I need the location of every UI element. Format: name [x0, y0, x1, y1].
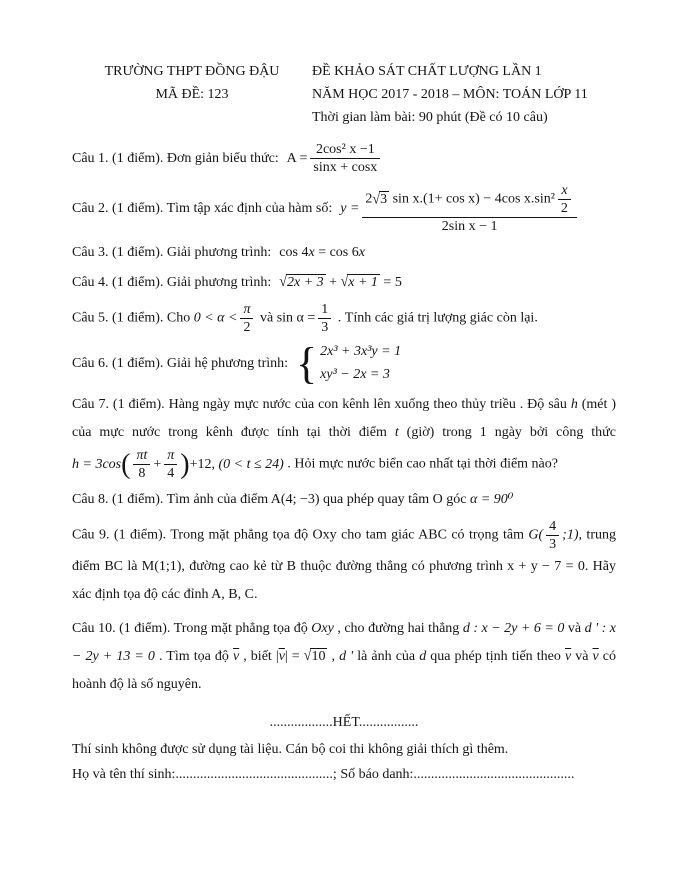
question-2-formula	[340, 183, 580, 234]
fraction-numerator: π	[240, 301, 253, 319]
question-3-label: Câu 3. (1 điểm). Giải phương trình:	[72, 245, 272, 260]
fraction	[240, 301, 253, 336]
text-run: (giờ) trong 1 ngày bởi công thức	[398, 425, 616, 440]
fraction-numerator: 1	[318, 301, 331, 319]
square-root	[304, 643, 328, 671]
school-name: TRƯỜNG THPT ĐỒNG ĐẬU	[104, 64, 280, 79]
equation-list	[320, 342, 401, 385]
variable: x	[358, 245, 365, 260]
question-8-formula: α = 90⁰	[470, 492, 514, 507]
question-4-formula	[279, 275, 402, 290]
radicand: x + 1	[348, 275, 378, 290]
fraction	[133, 447, 150, 482]
question-3	[72, 241, 616, 265]
text-run: +	[153, 456, 162, 472]
text-run: qua phép tịnh tiến theo	[426, 649, 565, 664]
text-run: . Tìm tọa độ	[154, 649, 233, 664]
text-run: , cho đường hai thẳng	[333, 621, 463, 636]
school-block	[72, 60, 312, 129]
fraction	[546, 518, 559, 553]
formula-lhs: y =	[340, 200, 360, 216]
text-run: và sin α =	[256, 310, 316, 326]
question-7	[72, 391, 616, 482]
fraction-numerator: πt	[133, 447, 150, 465]
text-run: , biết	[239, 649, 276, 664]
text-run: sin x.(1+ cos x) − 4cos x.sin²	[389, 191, 555, 207]
question-8	[72, 488, 616, 512]
text-run: Câu 7. (1 điểm). Hàng ngày mực nước của con kênh lên xuống theo thủy triều . Độ sâu	[72, 397, 571, 412]
vector-v: $\overline{v}$	[592, 649, 599, 664]
question-4	[72, 271, 616, 295]
fraction	[164, 447, 177, 482]
square-root	[341, 271, 380, 295]
inequality: 0 < α <	[193, 310, 238, 326]
text-run: cos 4	[279, 245, 309, 260]
fraction-numerator: 4	[546, 518, 559, 536]
variable: h	[570, 397, 578, 412]
text-run: = 5	[379, 275, 402, 290]
fraction-denominator: 3	[549, 537, 557, 552]
fraction-numerator: 2cos² x −1	[310, 141, 380, 159]
question-10	[72, 615, 616, 699]
fraction-numerator: π	[164, 447, 177, 465]
fraction-denominator: 4	[167, 466, 175, 481]
fraction-denominator: 3	[321, 320, 329, 335]
question-4-label: Câu 4. (1 điểm). Giải phương trình:	[72, 275, 272, 290]
formula-lhs: h = 3cos	[72, 456, 122, 472]
text-run: có hoành độ là số nguyên.	[72, 649, 617, 692]
end-mark: ..................HẾT.................	[269, 715, 419, 730]
radicand: 3	[380, 191, 388, 207]
text-run: = cos 6	[314, 245, 359, 260]
question-9	[72, 518, 616, 609]
text-run: và	[571, 649, 593, 664]
fraction-denominator: 8	[138, 466, 146, 481]
exam-note: Thí sinh không được sử dụng tài liệu. Cán bộ coi thi không giải thích gì thêm.	[72, 742, 509, 757]
text-run: và	[564, 621, 585, 636]
text-run: G(	[528, 527, 544, 543]
text-run: ,	[327, 649, 340, 664]
question-5-label: Câu 5. (1 điểm). Cho	[72, 310, 194, 326]
fraction-denominator: 2sin x − 1	[441, 219, 498, 234]
line-equation: d : x − 2y + 6 = 0	[462, 621, 565, 636]
fraction-denominator: 2	[560, 201, 568, 216]
equation-1: { 2x³ + 3x³y = 1	[320, 344, 402, 359]
variable: d	[419, 649, 427, 664]
text-run: trung điểm BC là M(1;1), đường cao kẻ từ B thuộc đường thẳng có phương trình x + y − 7 = 0. Hãy xác định tọa độ các đỉnh A, B, C.	[72, 527, 616, 602]
variable: Oxy	[311, 621, 334, 636]
fraction-numerator	[362, 182, 577, 218]
text-run: là ảnh của	[353, 649, 420, 664]
fraction-denominator: 2	[243, 320, 251, 335]
fraction-numerator: x	[558, 182, 571, 200]
exam-year-subject: NĂM HỌC 2017 - 2018 – MÔN: TOÁN LỚP 11	[312, 87, 588, 102]
question-8-label: Câu 8. (1 điểm). Tìm ảnh của điểm A(4; −3) qua phép quay tâm O góc	[72, 492, 470, 507]
exam-code: MÃ ĐỀ: 123	[155, 87, 229, 102]
vector-v: $\overline{v}$	[232, 649, 240, 664]
variable: t	[394, 425, 399, 440]
text-run: +	[325, 275, 341, 290]
radicand: 2x + 3	[286, 275, 324, 290]
nested-fraction	[558, 182, 571, 217]
equation-system	[296, 342, 401, 385]
abs-bar: | =	[284, 649, 304, 664]
vector-v: $\overline{v}$	[564, 649, 572, 664]
question-2-label: Câu 2. (1 điểm). Tìm tập xác định của hàm số:	[72, 200, 333, 216]
fraction-denominator: sinx + cosx	[313, 160, 378, 175]
text-run: 2	[365, 191, 373, 207]
text-run: Câu 9. (1 điểm). Trong mặt phẳng tọa độ Oxy cho tam giác ABC có trọng tâm	[72, 527, 529, 543]
square-root	[372, 191, 389, 208]
domain-constraint: (0 < t ≤ 24)	[215, 456, 284, 472]
exam-info-block	[312, 60, 588, 129]
question-5	[72, 301, 616, 336]
text-run: (mét ) của mực nước trong kênh được tính tại thời điểm	[72, 397, 616, 440]
square-root	[279, 271, 325, 295]
magnitude-formula	[276, 649, 328, 664]
radicand: 10	[311, 649, 326, 664]
question-6	[72, 342, 616, 385]
question-1-label: Câu 1. (1 điểm). Đơn giản biểu thức:	[72, 150, 279, 166]
text-run: +12,	[189, 456, 215, 472]
text-run: ;1),	[562, 527, 582, 543]
exam-title: ĐỀ KHẢO SÁT CHẤT LƯỢNG LẦN 1	[312, 64, 542, 79]
question-1-formula	[286, 142, 384, 175]
fraction	[318, 301, 331, 336]
document-header	[72, 60, 616, 129]
question-1	[72, 141, 616, 176]
text-run: . Hỏi mực nước biển cao nhất tại thời điểm nào?	[283, 456, 558, 472]
question-2	[72, 182, 616, 235]
fraction	[310, 141, 380, 176]
question-3-formula	[279, 245, 365, 260]
equation-2: xy³ − 2x = 3	[320, 367, 390, 382]
text-run: Câu 10. (1 điểm). Trong mặt phẳng tọa độ	[72, 621, 312, 636]
abs-bar: |	[275, 649, 279, 664]
question-6-label: Câu 6. (1 điểm). Giải hệ phương trình:	[72, 355, 289, 371]
variable: d '	[339, 649, 354, 664]
formula-lhs: A =	[286, 150, 308, 166]
text-run: . Tính các giá trị lượng giác còn lại.	[334, 310, 538, 326]
variable: x	[308, 245, 315, 260]
line-equation: d ' : x − 2y + 13 = 0	[72, 621, 617, 664]
vector-v: $\overline{v}$	[278, 649, 285, 664]
fraction	[362, 182, 577, 235]
candidate-info-line: Họ và tên thí sinh:.............................................; Số báo danh:..............................................	[72, 767, 575, 782]
exam-duration: Thời gian làm bài: 90 phút (Đề có 10 câu)	[312, 110, 548, 125]
